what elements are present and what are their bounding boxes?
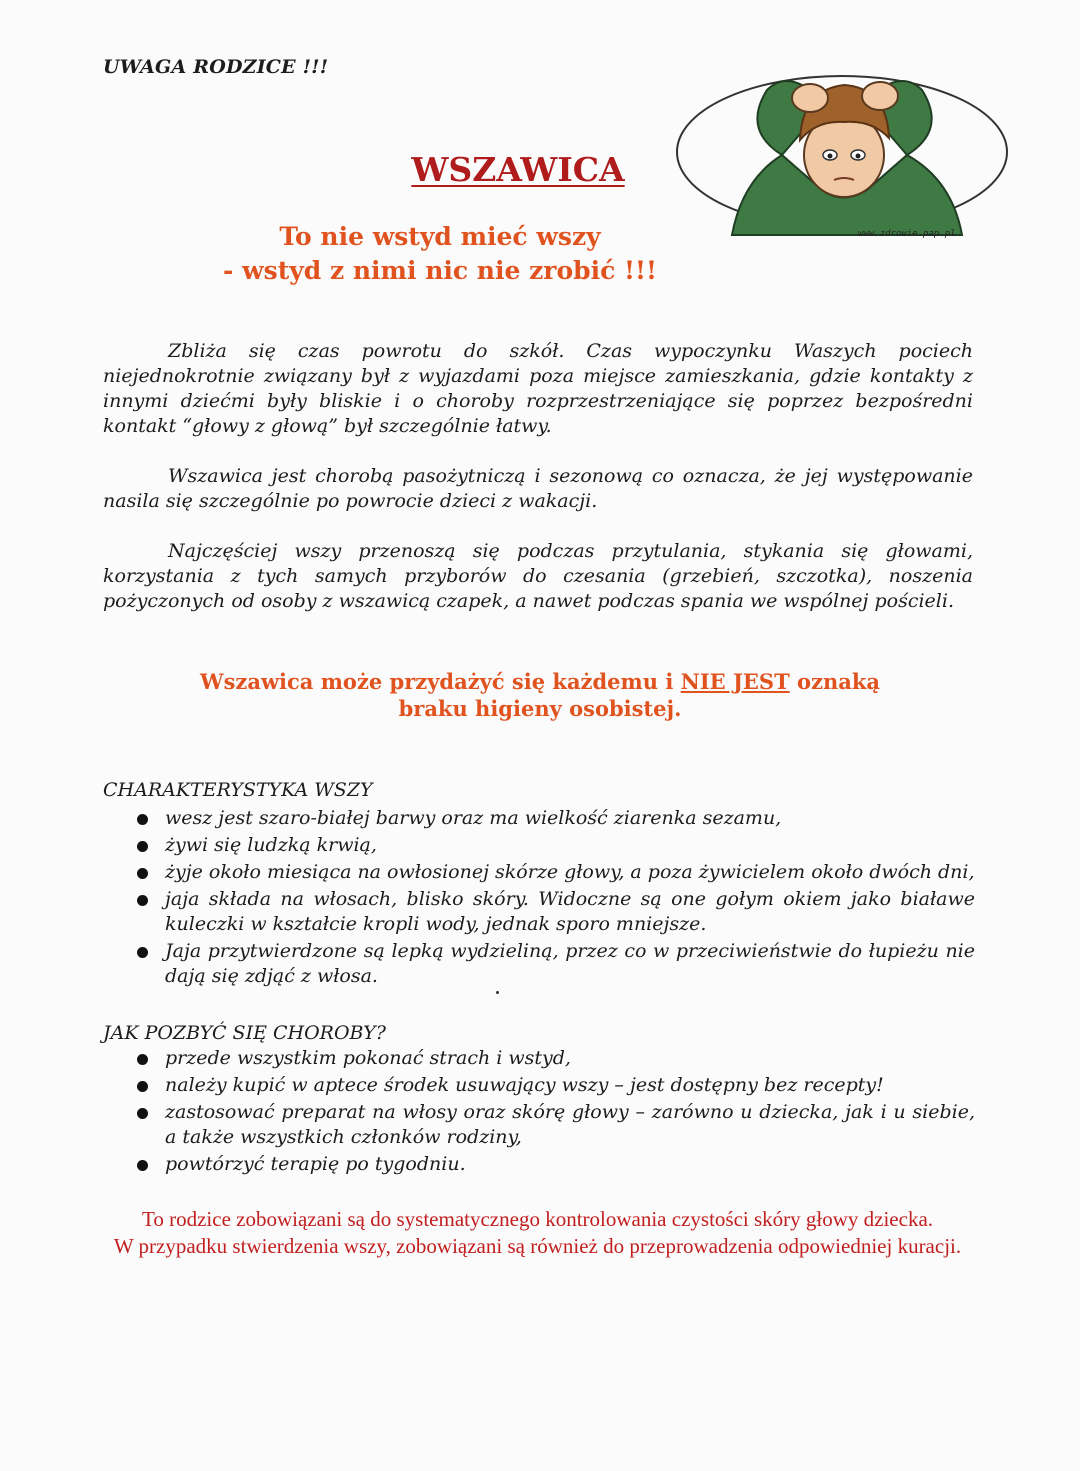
paragraph-transmission: Najczęściej wszy przenoszą się podczas przytulania, stykania się głowami, korzystania z tych samych przyborów do czesania (grzebień, szczotka), noszenia pożyczonych od osoby z wszawicą czapek, a nawet podczas spania we wspólnej pościeli. [103,540,973,612]
list-item: jaja składa na włosach, blisko skóry. Widoczne są one gołym okiem jako białawe kuleczki w kształcie kropli wody, jednak sporo mniejsze. [165,888,975,935]
closing-notice [100,1206,975,1260]
list-item: przede wszystkim pokonać strach i wstyd, [165,1046,975,1071]
list-item: Jaja przytwierdzone są lepką wydzieliną, przez co w przeciwieństwie do łupieżu nie dają się zdjąć z włosa. [165,940,975,987]
list-item: zastosować preparat na włosy oraz skórę głowy – zarówno u dziecka, jak i u siebie, a także wszystkich członków rodziny, [165,1101,975,1148]
warning-text-after: oznaką [789,669,880,694]
illustration-credit: www.zdrowie.pap.pl [858,229,956,239]
slogan [140,220,740,288]
slogan-line-2: - wstyd z nimi nic nie zrobić !!! [223,256,657,285]
warning-emphasis: NIE JEST [680,669,790,694]
scan-speck [496,991,499,994]
paragraph-intro: Zbliża się czas powrotu do szkół. Czas wypoczynku Waszych pociech niejednokrotnie związany był z wyjazdami poza miejsce zamieszkania, gdzie kontakty z innymi dziećmi były bliskie i o choroby rozprzestrzeniające się poprzez bezpośredni kontakt “głowy z głową” był szczególnie łatwy. [103,340,973,437]
boy-scratching-head-icon [672,60,1012,250]
warning-line-1 [140,668,940,695]
list-item: żywi się ludzką krwią, [165,833,975,858]
treatment-heading: JAK POZBYĆ SIĘ CHOROBY? [103,1022,386,1044]
kicker-heading: UWAGA RODZICE !!! [103,56,329,78]
warning-line-2: braku higieny osobistej. [398,696,682,721]
page-title: WSZAWICA [411,150,625,189]
list-item: należy kupić w aptece środek usuwający wszy – jest dostępny bez recepty! [165,1073,975,1098]
treatment-list [165,1046,975,1179]
hygiene-warning [140,668,940,722]
characteristics-heading: CHARAKTERYSTYKA WSZY [103,779,373,801]
warning-text-before: Wszawica może przydażyć się każdemu i [200,669,681,694]
paragraph-seasonal: Wszawica jest chorobą pasożytniczą i sezonową co oznacza, że jej występowanie nasila się szczególnie po powrocie dzieci z wakacji. [103,465,973,512]
closing-line-1: To rodzice zobowiązani są do systematycznego kontrolowania czystości skóry głowy dziecka. [141,1207,934,1231]
characteristics-list [165,806,975,991]
list-item: powtórzyć terapię po tygodniu. [165,1152,975,1177]
list-item: wesz jest szaro-białej barwy oraz ma wielkość ziarenka sezamu, [165,806,975,831]
list-item: żyje około miesiąca na owłosionej skórze głowy, a poza żywicielem około dwóch dni, [165,861,975,883]
slogan-line-1: To nie wstyd mieć wszy [279,222,601,251]
closing-line-2: W przypadku stwierdzenia wszy, zobowiązani są również do przeprowadzenia odpowiedniej kuracji. [113,1234,962,1258]
